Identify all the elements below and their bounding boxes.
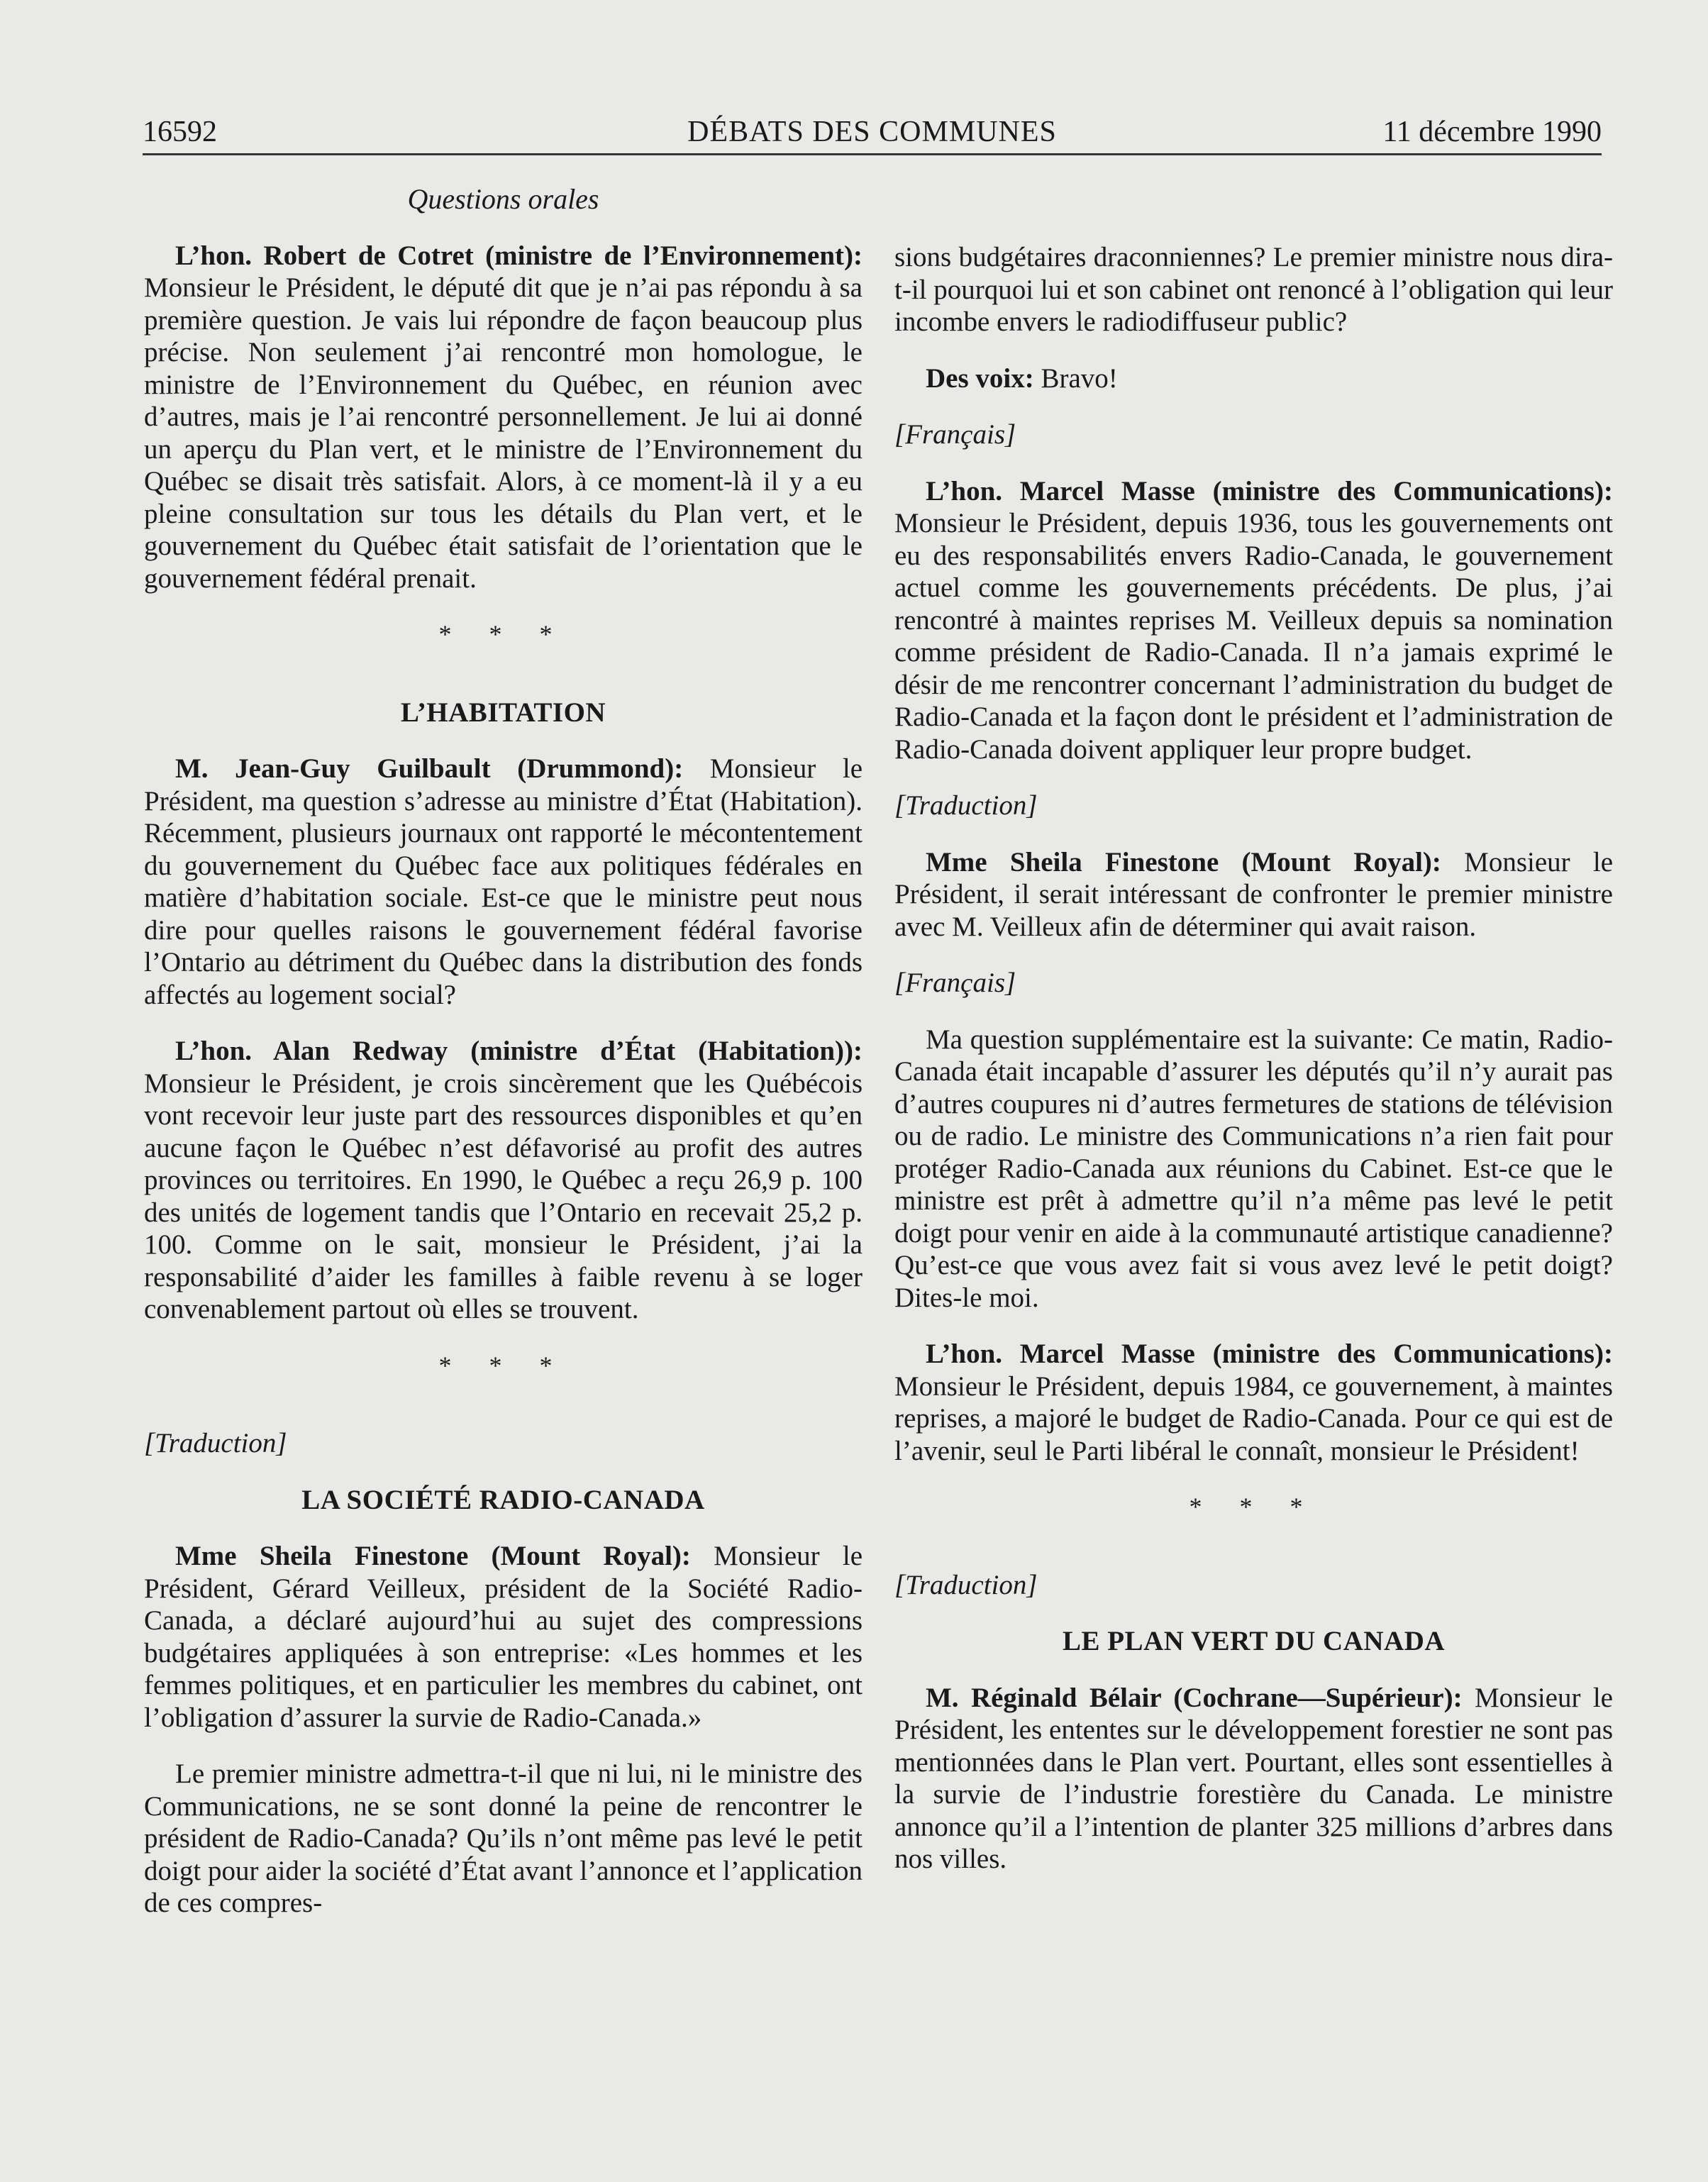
speaker-name: Mme Sheila Finestone (Mount Royal): bbox=[926, 846, 1441, 877]
left-column bbox=[144, 183, 863, 1944]
paragraph bbox=[894, 1682, 1613, 1876]
language-tag: [Français] bbox=[894, 968, 1016, 998]
publication-title: DÉBATS DES COMMUNES bbox=[687, 116, 1057, 148]
section-heading: LA SOCIÉTÉ RADIO-CANADA bbox=[301, 1484, 705, 1515]
running-head: Questions orales bbox=[407, 183, 599, 215]
speaker-name: Mme Sheila Finestone (Mount Royal): bbox=[175, 1541, 691, 1571]
language-tag: [Français] bbox=[894, 419, 1016, 450]
paragraph bbox=[894, 475, 1613, 766]
page-date: 11 décembre 1990 bbox=[1382, 116, 1602, 148]
paragraph-text: Le premier ministre admettra-t-il que ni lui, ni le ministre des Communications, ne se sont donné la peine de rencontrer le président de Radio-Canada? Qu’ils n’ont même pas levé le petit doigt pour aider la société d’État avant l’annonce et l’application de ces compres- bbox=[144, 1759, 863, 1918]
language-tag: [Traduction] bbox=[144, 1428, 287, 1458]
language-tag: [Traduction] bbox=[894, 790, 1038, 821]
paragraph-text: Monsieur le Président, ma question s’adresse au ministre d’État (Habitation). Récemment, plusieurs journaux ont rapporté le mécontentement du gouvernement du Québec face aux politiques fédérales en matière d’habitation sociale. Est-ce que le ministre peut nous dire pour quelles raisons le gouvernement fédéral favorise l’Ontario au détriment du Québec dans la distribution des fonds affectés au logement social? bbox=[144, 753, 863, 1010]
paragraph bbox=[894, 362, 1613, 395]
paragraph-text: Monsieur le Président, depuis 1984, ce gouvernement, à maintes reprises, a majoré le budget de Radio-Canada. Pour ce qui est de l’avenir, seul le Parti libéral le connaît, monsieur le Président! bbox=[894, 1370, 1613, 1466]
paragraph-text: Monsieur le Président, il serait intéressant de confronter le premier ministre avec M. Veilleux afin de déterminer qui avait raison. bbox=[894, 846, 1614, 942]
paragraph-text: Ma question supplémentaire est la suivante: Ce matin, Radio-Canada était incapable d’assurer les députés qu’il n’y aurait pas d’autres coupures ni d’autres fermetures de stations de télévision ou de radio. Le ministre des Communications n’a rien fait pour protéger Radio-Canada aux réunions du Cabinet. Est-ce que le ministre est prêt à admettre qu’il n’a même pas levé le petit doigt pour venir en aide à la communauté artistique canadienne? Qu’est-ce que vous avez fait si vous avez levé le petit doigt? Dites-le moi. bbox=[894, 1024, 1613, 1313]
paragraph bbox=[144, 1758, 863, 1920]
paragraph bbox=[894, 1338, 1613, 1467]
section-separator: * * * bbox=[438, 1351, 568, 1380]
paragraph bbox=[894, 846, 1613, 943]
section-heading: L’HABITATION bbox=[400, 697, 606, 728]
section-heading: LE PLAN VERT DU CANADA bbox=[1062, 1626, 1446, 1656]
page-header bbox=[143, 106, 1602, 155]
paragraph bbox=[894, 241, 1613, 338]
paragraph-text: Monsieur le Président, je crois sincèrement que les Québécois vont recevoir leur juste part des ressources disponibles et qu’en aucune façon le Québec n’est défavorisé au profit des autres provinces ou territoires. En 1990, le Québec a reçu 26,9 p. 100 des unités de logement tandis que l’Ontario en recevait 25,2 p. 100. Comme on le sait, monsieur le Président, j’ai la responsabilité d’aider les familles à faible revenu à se loger convenablement partout où elles se trouvent. bbox=[144, 1068, 863, 1324]
section-separator: * * * bbox=[438, 620, 568, 648]
speaker-name: M. Jean-Guy Guilbault (Drummond): bbox=[175, 753, 684, 784]
paragraph bbox=[144, 240, 863, 595]
page-number: 16592 bbox=[143, 116, 217, 148]
speaker-name: L’hon. Marcel Masse (ministre des Communications): bbox=[926, 475, 1613, 506]
paragraph bbox=[144, 1540, 863, 1734]
paragraph-text: Monsieur le Président, depuis 1936, tous les gouvernements ont eu des responsabilités envers Radio-Canada, le gouvernement actuel comme les gouvernements précédents. De plus, j’ai rencontré à maintes reprises M. Veilleux depuis sa nomination comme président de Radio-Canada. Il n’a jamais exprimé le désir de me rencontrer concernant l’administration du budget de Radio-Canada et la façon dont le président et l’administration de Radio-Canada doivent appliquer leur propre budget. bbox=[894, 508, 1613, 765]
speaker-name: Des voix: bbox=[926, 362, 1034, 394]
paragraph-text: Monsieur le Président, les ententes sur le développement forestier ne sont pas mentionnées dans le Plan vert. Pourtant, elles sont essentielles à la survie de l’industrie forestière du Canada. Le ministre annonce qu’il a l’intention de planter 325 millions d’arbres dans nos villes. bbox=[894, 1682, 1613, 1874]
paragraph-text: Bravo! bbox=[1041, 362, 1118, 394]
paragraph-text: Monsieur le Président, Gérard Veilleux, président de la Société Radio-Canada, a déclaré aujourd’hui au sujet des compressions budgétaires appliquées à son entreprise: «Les hommes et les femmes politiques, et en particulier les membres du cabinet, ont l’obligation d’assurer la survie de Radio-Canada.» bbox=[144, 1541, 863, 1733]
speaker-name: L’hon. Alan Redway (ministre d’État (Habitation)): bbox=[175, 1036, 863, 1066]
paragraph bbox=[144, 753, 863, 1011]
language-tag: [Traduction] bbox=[894, 1569, 1038, 1600]
speaker-name: L’hon. Marcel Masse (ministre des Communications): bbox=[926, 1339, 1613, 1369]
paragraph-text: Monsieur le Président, le député dit que je n’ai pas répondu à sa première question. Je vais lui répondre de façon beaucoup plus précise. Non seulement j’ai rencontré mon homologue, le ministre de l’Environnement du Québec, en réunion avec d’autres, mais je l’ai rencontré personnellement. Je lui ai donné un aperçu du Plan vert, et le ministre de l’Environnement du Québec se disait très satisfait. Alors, à ce moment-là il y a eu pleine consultation sur tous les détails du Plan vert, et le gouvernement du Québec était satisfait de l’orientation que le gouvernement fédéral prenait. bbox=[144, 272, 863, 594]
speaker-name: M. Réginald Bélair (Cochrane—Supérieur): bbox=[926, 1682, 1463, 1713]
speaker-name: L’hon. Robert de Cotret (ministre de l’Environnement): bbox=[175, 240, 863, 271]
paragraph-text: sions budgétaires draconniennes? Le premier ministre nous dira-t-il pourquoi lui et son cabinet ont renoncé à l’obligation qui leur incombe envers le radiodiffuseur public? bbox=[894, 242, 1613, 337]
paragraph bbox=[144, 1035, 863, 1326]
section-separator: * * * bbox=[1189, 1492, 1319, 1521]
right-column bbox=[894, 241, 1613, 1900]
paragraph bbox=[894, 1024, 1613, 1314]
